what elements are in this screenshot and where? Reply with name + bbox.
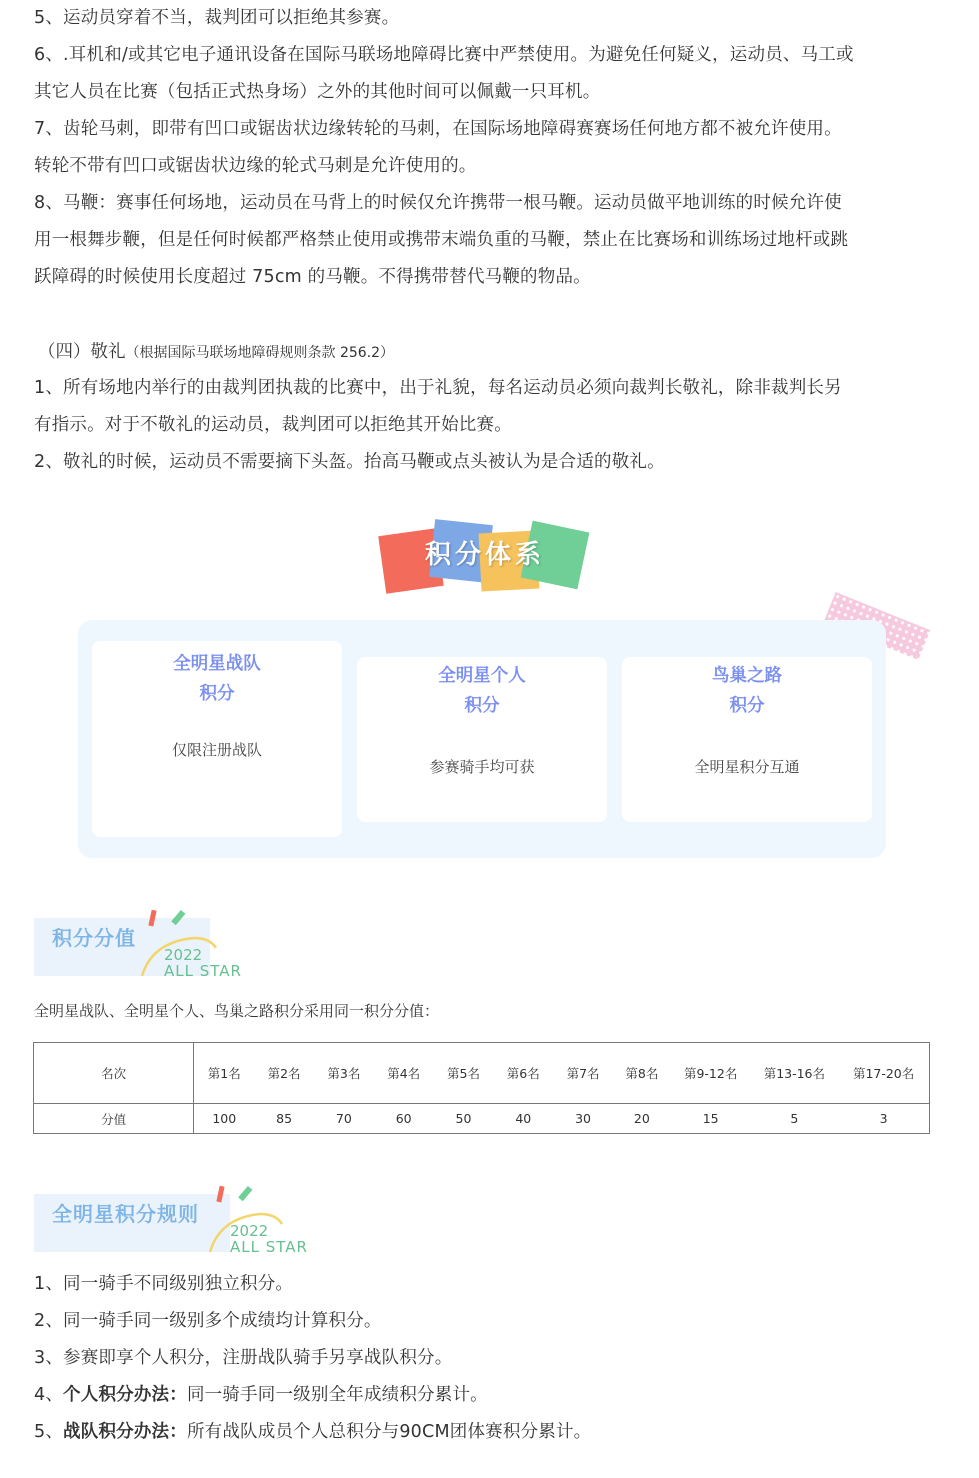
- rank-cell: 第1名: [194, 1043, 254, 1104]
- points-cell: 70: [314, 1104, 374, 1134]
- rank-cell: 第3名: [314, 1043, 374, 1104]
- points-cell: 40: [493, 1104, 553, 1134]
- list-item: 3、参赛即享个人积分，注册战队骑手另享战队积分。: [34, 1348, 453, 1368]
- heading-year: 2022: [164, 946, 203, 964]
- text-line: 7、齿轮马刺，即带有凹口或锯齿状边缘转轮的马刺，在国际场地障碍赛赛场任何地方都不被允许使用。: [34, 119, 842, 139]
- salute-paragraphs: [34, 370, 934, 481]
- text-line: 有指示。对于不敬礼的运动员，裁判团可以拒绝其开始比赛。: [34, 415, 512, 435]
- badge-text: 积分体系: [424, 540, 545, 570]
- list-item: [34, 1414, 934, 1451]
- list-item-text: 同一骑手同一级别全年成绩积分累计。: [186, 1385, 488, 1405]
- rules-section-heading: [34, 1174, 334, 1254]
- score-table: [33, 1042, 930, 1134]
- text-line: 其它人员在比赛（包括正式热身场）之外的其他时间可以佩戴一只耳机。: [34, 82, 601, 102]
- heading-text: 全明星积分规则: [52, 1202, 199, 1226]
- points-cell: 5: [751, 1104, 839, 1134]
- card-title: 鸟巢之路 积分: [712, 666, 782, 716]
- list-item-bold: 战队积分办法：: [63, 1422, 187, 1442]
- rank-cell: 第8名: [613, 1043, 671, 1104]
- card-subtitle: 参赛骑手均可获: [429, 758, 535, 776]
- card-title: 全明星个人 积分: [438, 666, 526, 716]
- rank-cell: 第13-16名: [751, 1043, 839, 1104]
- list-item: 2、同一骑手同一级别多个成绩均计算积分。: [34, 1311, 382, 1331]
- text-line: 2、敬礼的时候，运动员不需要摘下头盔。抬高马鞭或点头被认为是合适的敬礼。: [34, 452, 665, 472]
- salute-note: （根据国际马联场地障碍规则条款 256.2）: [125, 345, 395, 361]
- salute-title-text: （四）敬礼: [38, 342, 126, 362]
- heading-text: 积分分值: [52, 926, 136, 950]
- table-row-label: 名次: [34, 1043, 194, 1104]
- salute-title: [38, 338, 394, 363]
- heading-subtitle: ALL STAR: [164, 962, 242, 980]
- table-row: [34, 1043, 930, 1104]
- points-cell: 30: [553, 1104, 613, 1134]
- text-line: 5、运动员穿着不当，裁判团可以拒绝其参赛。: [34, 8, 400, 28]
- points-cell: 3: [838, 1104, 929, 1134]
- heading-year: 2022: [230, 1222, 269, 1240]
- heading-subtitle: ALL STAR: [230, 1238, 308, 1256]
- card-individual-points: [357, 657, 607, 822]
- rank-cell: 第2名: [254, 1043, 314, 1104]
- card-subtitle: 仅限注册战队: [171, 741, 262, 759]
- score-section-heading: [34, 898, 334, 978]
- rank-cell: 第9-12名: [671, 1043, 751, 1104]
- points-cell: 100: [194, 1104, 254, 1134]
- text-line: 6、.耳机和/或其它电子通讯设备在国际马联场地障碍比赛中严禁使用。为避免任何疑义，运动员、马工或: [34, 45, 854, 65]
- text-line: 1、所有场地内举行的由裁判团执裁的比赛中，出于礼貌，每名运动员必须向裁判长敬礼，除非裁判长另: [34, 378, 842, 398]
- rules-list: [34, 1266, 934, 1451]
- points-cell: 85: [254, 1104, 314, 1134]
- card-birdnest-points: [622, 657, 872, 822]
- text-line: 用一根舞步鞭，但是任何时候都严格禁止使用或携带末端负重的马鞭，禁止在比赛场和训练场过地杆或跳: [34, 230, 849, 250]
- text-line: 跃障碍的时候使用长度超过 75cm 的马鞭。不得携带替代马鞭的物品。: [34, 267, 591, 287]
- list-item-text: 所有战队成员个人总积分与90CM团体赛积分累计。: [186, 1422, 592, 1442]
- rules-paragraphs: [34, 0, 934, 296]
- points-cell: 15: [671, 1104, 751, 1134]
- score-lead-text: 全明星战队、全明星个人、鸟巢之路积分采用同一积分分值：: [34, 1002, 440, 1020]
- rank-cell: 第17-20名: [838, 1043, 929, 1104]
- points-cell: 50: [434, 1104, 494, 1134]
- rank-cell: 第4名: [374, 1043, 434, 1104]
- card-subtitle: 全明星积分互通: [694, 758, 800, 776]
- table-row: [34, 1104, 930, 1134]
- text-line: 转轮不带有凹口或锯齿状边缘的轮式马刺是允许使用的。: [34, 156, 477, 176]
- card-title: 全明星战队 积分: [173, 654, 261, 704]
- list-item: [34, 1377, 934, 1414]
- points-cell: 60: [374, 1104, 434, 1134]
- rank-cell: 第6名: [493, 1043, 553, 1104]
- text-line: 8、马鞭：赛事任何场地，运动员在马背上的时候仅允许携带一根马鞭。运动员做平地训练的时候允许使: [34, 193, 842, 213]
- rank-cell: 第7名: [553, 1043, 613, 1104]
- points-cell: 20: [613, 1104, 671, 1134]
- list-item-prefix: 5、: [34, 1422, 64, 1442]
- list-item: 1、同一骑手不同级别独立积分。: [34, 1274, 294, 1294]
- card-team-points: [92, 641, 342, 837]
- rank-cell: 第5名: [434, 1043, 494, 1104]
- list-item-prefix: 4、: [34, 1385, 64, 1405]
- table-row-label: 分值: [34, 1104, 194, 1134]
- list-item-bold: 个人积分办法：: [63, 1385, 187, 1405]
- points-system-badge: [380, 520, 590, 590]
